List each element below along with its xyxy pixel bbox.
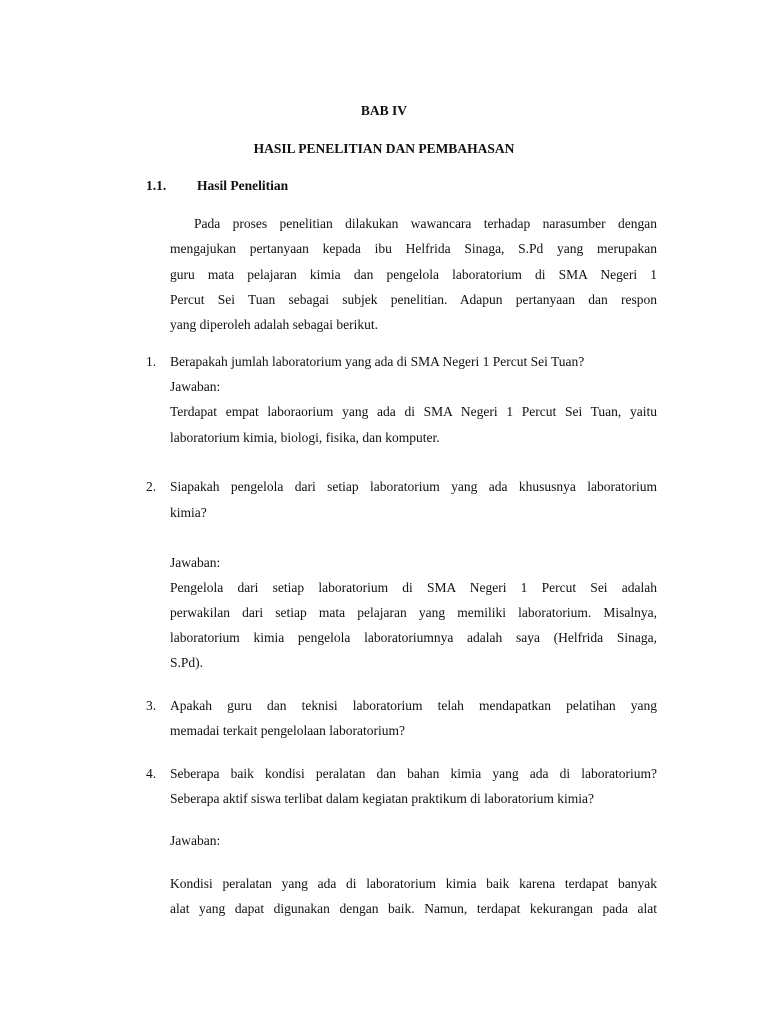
answer-label: Jawaban: xyxy=(170,833,221,848)
question-line: Berapakah jumlah laboratorium yang ada di SMA Negeri 1 Percut Sei Tuan? xyxy=(170,354,585,369)
question-line: memadai terkait pengelolaan laboratorium? xyxy=(170,723,406,738)
intro-line: mengajukan pertanyaan kepada ibu Helfrida Sinaga, S.Pd yang merupakan xyxy=(170,241,657,256)
question-line: Seberapa baik kondisi peralatan dan bahan kimia yang ada di laboratorium? xyxy=(170,766,657,781)
intro-line: Percut Sei Tuan sebagai subjek penelitian. Adapun pertanyaan dan respon xyxy=(170,292,657,307)
section-title: Hasil Penelitian xyxy=(197,178,289,193)
intro-line: Pada proses penelitian dilakukan wawancara terhadap narasumber dengan xyxy=(194,216,657,231)
question-line: Apakah guru dan teknisi laboratorium telah mendapatkan pelatihan yang xyxy=(170,698,657,713)
chapter-title: HASIL PENELITIAN DAN PEMBAHASAN xyxy=(253,141,515,156)
answer-line: S.Pd). xyxy=(170,655,204,670)
question-line: Seberapa aktif siswa terlibat dalam kegiatan praktikum di laboratorium kimia? xyxy=(170,791,594,806)
list-item-number: 3. xyxy=(146,698,157,713)
intro-line: guru mata pelajaran kimia dan pengelola laboratorium di SMA Negeri 1 xyxy=(170,267,657,282)
answer-label: Jawaban: xyxy=(170,555,221,570)
list-item-number: 4. xyxy=(146,766,157,781)
answer-line: laboratorium kimia pengelola laboratoriumnya adalah saya (Helfrida Sinaga, xyxy=(170,630,657,645)
answer-line: Terdapat empat laboraorium yang ada di SMA Negeri 1 Percut Sei Tuan, yaitu xyxy=(170,404,657,419)
answer-line: laboratorium kimia, biologi, fisika, dan komputer. xyxy=(170,430,440,445)
list-item-number: 1. xyxy=(146,354,157,369)
answer-line: perwakilan dari setiap mata pelajaran yang memiliki laboratorium. Misalnya, xyxy=(170,605,657,620)
answer-line: alat yang dapat digunakan dengan baik. Namun, terdapat kekurangan pada alat xyxy=(170,901,657,916)
list-item-number: 2. xyxy=(146,479,157,494)
answer-line: Kondisi peralatan yang ada di laboratorium kimia baik karena terdapat banyak xyxy=(170,876,657,891)
intro-line: yang diperoleh adalah sebagai berikut. xyxy=(170,317,379,332)
question-line: Siapakah pengelola dari setiap laboratorium yang ada khususnya laboratorium xyxy=(170,479,657,494)
section-number: 1.1. xyxy=(146,178,167,193)
answer-line: Pengelola dari setiap laboratorium di SMA Negeri 1 Percut Sei adalah xyxy=(170,580,657,595)
chapter-heading: BAB IV xyxy=(360,103,408,118)
question-line: kimia? xyxy=(170,505,207,520)
answer-label: Jawaban: xyxy=(170,379,221,394)
